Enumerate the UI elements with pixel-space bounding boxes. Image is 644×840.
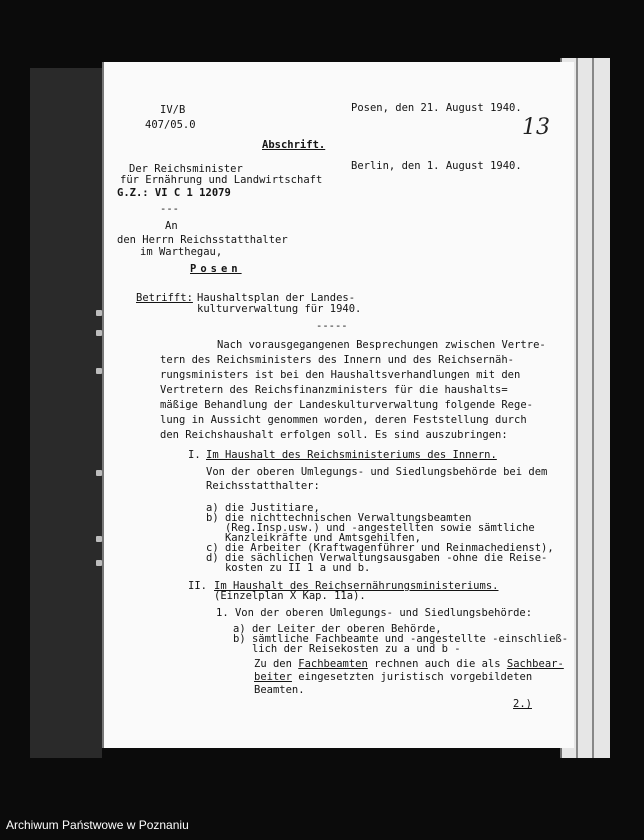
body-line: tern des Reichsministers des Innern und des Reichsernäh- — [160, 354, 515, 366]
section1-heading: Im Haushalt des Reichsministeriums des Innern. — [206, 449, 497, 461]
note-text: Zu den — [254, 658, 299, 670]
reference-number: G.Z.: VI C 1 12079 — [117, 187, 231, 199]
body-line: rungsministers ist bei den Haushaltsverhandlungen mit den — [160, 369, 521, 381]
section1-item-a: a) die Justitiare, — [206, 502, 320, 514]
note-text: eingesetzten juristisch vorgebildeten — [291, 671, 533, 683]
binder-edge — [30, 68, 102, 758]
body-line: lung in Aussicht genommen worden, deren Feststellung durch — [160, 414, 527, 426]
page-edge — [576, 58, 578, 758]
section2-point1: 1. Von der oberen Umlegungs- und Siedlungsbehörde: — [216, 607, 533, 619]
subject-line2: kulturverwaltung für 1940. — [197, 303, 362, 315]
section2-number: II. — [188, 580, 207, 592]
section1-item-b: Kanzleikräfte und Amtsgehilfen, — [206, 532, 421, 544]
section1-item-d: d) die sächlichen Verwaltungsausgaben -ohne die Reise- — [206, 552, 548, 564]
section1-number: I. — [188, 449, 201, 461]
section1-item-d: kosten zu II 1 a und b. — [206, 562, 371, 574]
section2-item-b: lich der Reisekosten zu a und b - — [233, 643, 461, 655]
place-date-berlin: Berlin, den 1. August 1940. — [351, 160, 522, 172]
file-code: IV/B — [160, 104, 186, 116]
file-number: 407/05.0 — [145, 119, 196, 131]
body-line: Nach vorausgegangenen Besprechungen zwischen Vertre- — [217, 339, 546, 351]
note-term-beiter: beiter — [254, 671, 292, 683]
recipient-city: Posen — [190, 263, 242, 275]
section2-item-b: b) sämtliche Fachbeamte und -angestellte -einschließ- — [233, 633, 569, 645]
section2-note-line1 — [254, 658, 564, 670]
page-edge — [592, 58, 594, 758]
section1-item-b: b) die nichttechnischen Verwaltungsbeamten — [206, 512, 472, 524]
continuation-marker: 2.) — [513, 698, 532, 710]
subject-line1: Haushaltsplan der Landes- — [197, 292, 356, 304]
recipient-line2: im Warthegau, — [140, 246, 223, 258]
separator: ----- — [316, 320, 348, 332]
sender-line1: Der Reichsminister — [129, 163, 243, 175]
section2-heading: Im Haushalt des Reichsernährungsministeriums. — [214, 580, 499, 592]
section2-note-line3: Beamten. — [254, 684, 305, 696]
recipient-line1: den Herrn Reichsstatthalter — [117, 234, 288, 246]
note-term-sachbearbeiter: Sachbear- — [506, 658, 564, 670]
body-line: den Reichshaushalt erfolgen soll. Es sind auszubringen: — [160, 429, 508, 441]
dashes: --- — [160, 203, 179, 215]
to-label: An — [165, 220, 178, 232]
section1-intro: Reichsstatthalter: — [206, 480, 320, 492]
copy-label: Abschrift. — [262, 139, 326, 151]
section2-subheading: (Einzelplan X Kap. 11a). — [214, 590, 366, 602]
section2-item-a: a) der Leiter der oberen Behörde, — [233, 623, 442, 635]
sender-line2: für Ernährung und Landwirtschaft — [120, 174, 323, 186]
section1-intro: Von der oberen Umlegungs- und Siedlungsbehörde bei dem — [206, 466, 548, 478]
note-term-fachbeamten: Fachbeamten — [298, 658, 368, 670]
body-line: Vertretern des Reichsfinanzministers für die haushalts= — [160, 384, 508, 396]
subject-label: Betrifft: — [136, 292, 193, 304]
note-text: rechnen auch die als — [367, 658, 507, 670]
section1-item-c: c) die Arbeiter (Kraftwagenführer und Reinmachedienst), — [206, 542, 554, 554]
handwritten-page-number: 13 — [522, 115, 550, 140]
section2-note-line2 — [254, 671, 532, 683]
body-line: mäßige Behandlung der Landeskulturverwaltung folgende Rege- — [160, 399, 533, 411]
archive-caption: Archiwum Państwowe w Poznaniu — [6, 818, 189, 832]
section1-item-b: (Reg.Insp.usw.) und -angestellten sowie sämtliche — [206, 522, 535, 534]
place-date-posen: Posen, den 21. August 1940. — [351, 102, 522, 114]
